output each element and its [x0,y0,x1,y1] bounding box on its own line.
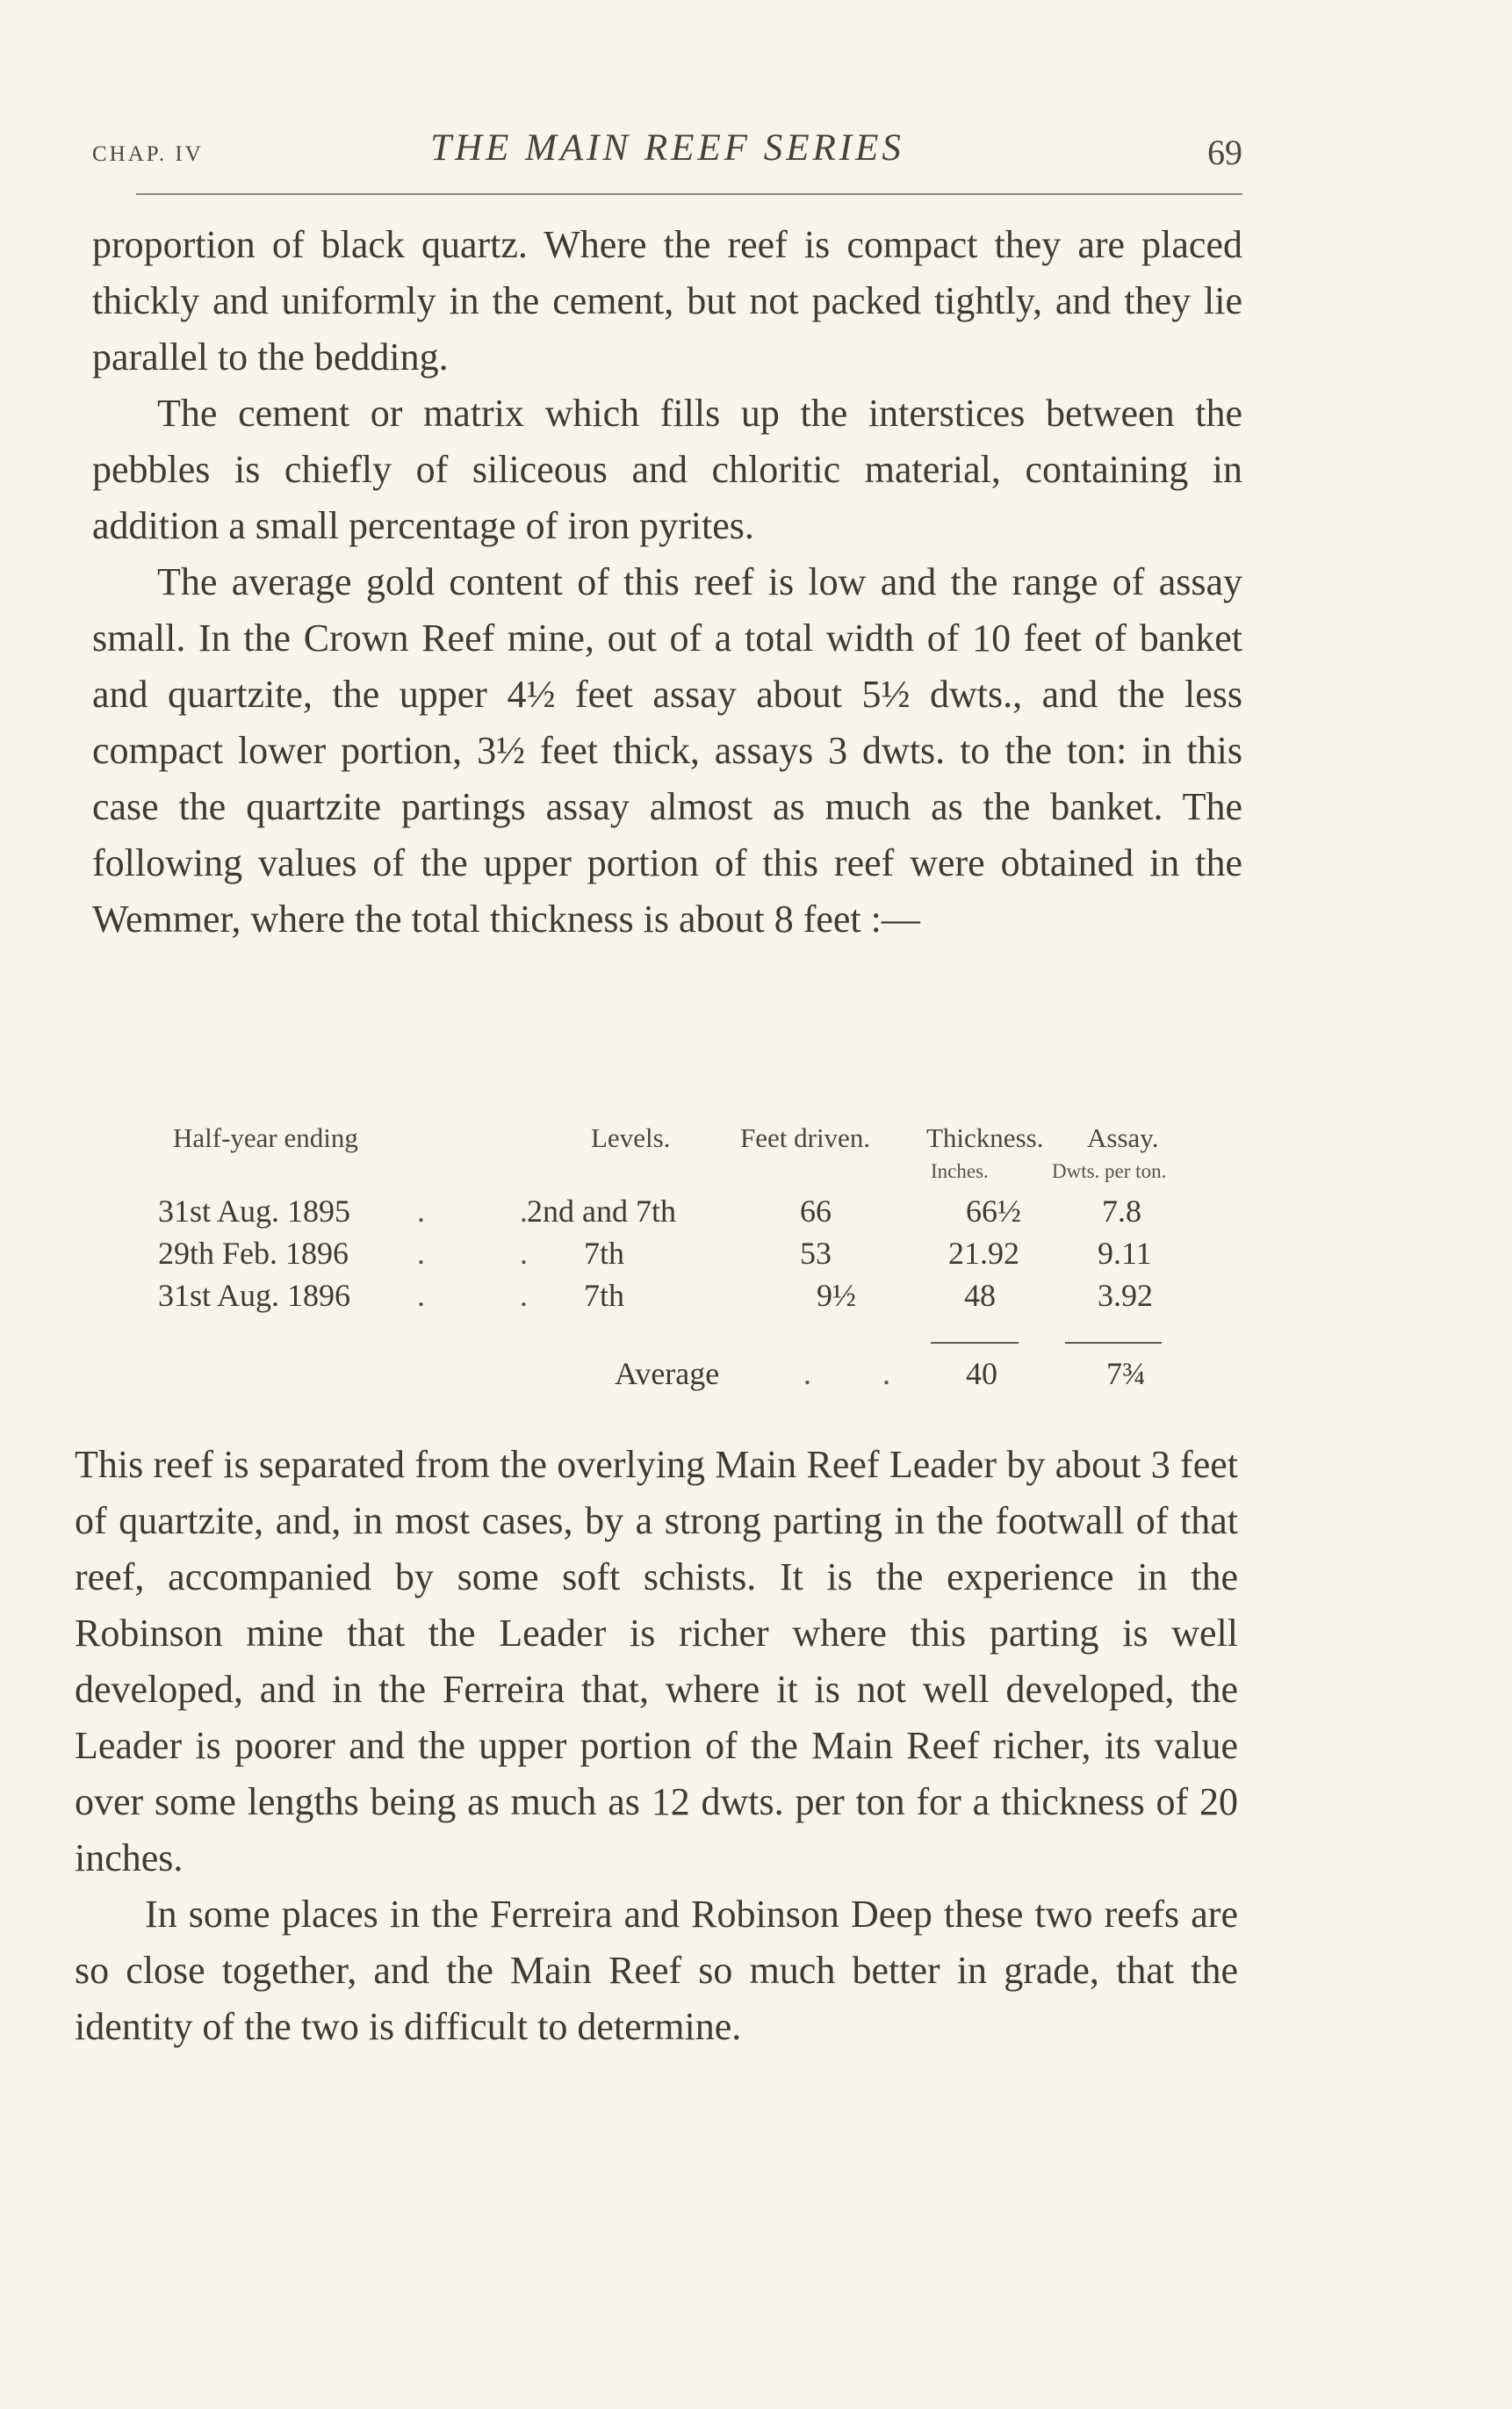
unit-inches: Inches. [931,1160,989,1182]
header-levels: Levels. [591,1122,671,1153]
header-half-year: Half-year ending [173,1122,358,1153]
row-thickness: 66½ [966,1194,1021,1229]
row-level: 7th [584,1236,625,1271]
row-level: 7th [584,1278,625,1313]
average-label: Average [615,1356,720,1391]
row-level: 2nd and 7th [527,1194,676,1229]
running-title: THE MAIN REEF SERIES [430,127,904,169]
row-date: 29th Feb. 1896 [158,1236,349,1271]
row-feet: 9½ [817,1278,856,1313]
row-date: 31st Aug. 1896 [158,1278,351,1313]
body-text-bottom [75,1437,1238,2055]
row-feet: 66 [800,1194,832,1229]
average-thickness: 40 [966,1356,997,1391]
header-feet-driven: Feet driven. [740,1122,871,1153]
paragraph: The cement or matrix which fills up the interstices between the pebbles is chiefly of siliceous and chloritic material, containing in addition a small percentage of iron pyrites. [92,392,1242,547]
paragraph: In some places in the Ferreira and Robinson Deep these two reefs are so close together, and the Main Reef so much better in grade, that the identity of the two is difficult to determine. [75,1893,1238,2048]
assay-table [92,1122,1242,1390]
row-thickness: 48 [964,1278,996,1313]
row-feet: 53 [800,1236,832,1271]
row-date: 31st Aug. 1895 [158,1194,351,1229]
page-number: 69 [1207,133,1242,172]
paragraph: proportion of black quartz. Where the reef is compact they are placed thickly and uniformly in the cement, but not packed tightly, and they lie parallel to the bedding. [92,223,1242,379]
leader-dots: . . [417,1194,528,1229]
leader-dots: . . [417,1236,528,1271]
header-thickness: Thickness. [926,1122,1044,1153]
average-assay: 7¾ [1106,1356,1146,1391]
header-assay: Assay. [1087,1122,1159,1153]
body-text-top [92,217,1242,948]
sum-rule-thickness [931,1342,1019,1344]
leader-dots: . . [417,1278,528,1313]
chapter-label: CHAP. IV [92,142,204,166]
row-thickness: 21.92 [948,1236,1019,1271]
leader-dots: . . [803,1356,890,1391]
running-header [92,123,1242,176]
row-assay: 7.8 [1102,1194,1141,1229]
unit-dwts: Dwts. per ton. [1052,1160,1167,1182]
paragraph: The average gold content of this reef is low and the range of assay small. In the Crown Reef mine, out of a total width of 10 feet of banket and quartzite, the upper 4½ feet assay about 5½ dwts., and the less compact lower portion, 3½ feet thick, assays 3 dwts. to the ton: in this case the quartzite partings assay almost as much as the banket. The following values of the upper portion of this reef were obtained in the Wemmer, where the total thickness is about 8 feet :— [92,560,1242,941]
sum-rule-assay [1065,1342,1162,1344]
header-rule [136,193,1242,195]
row-assay: 9.11 [1098,1236,1152,1271]
row-assay: 3.92 [1098,1278,1153,1313]
paragraph: This reef is separated from the overlying Main Reef Leader by about 3 feet of quartzite, and, in most cases, by a strong parting in the footwall of that reef, accompanied by some soft schists. It is the experience in the Robinson mine that the Leader is richer where this parting is well developed, and in the Ferreira that, where it is not well developed, the Leader is poorer and the upper portion of the Main Reef richer, its value over some lengths being as much as 12 dwts. per ton for a thickness of 20 inches. [75,1443,1238,1879]
